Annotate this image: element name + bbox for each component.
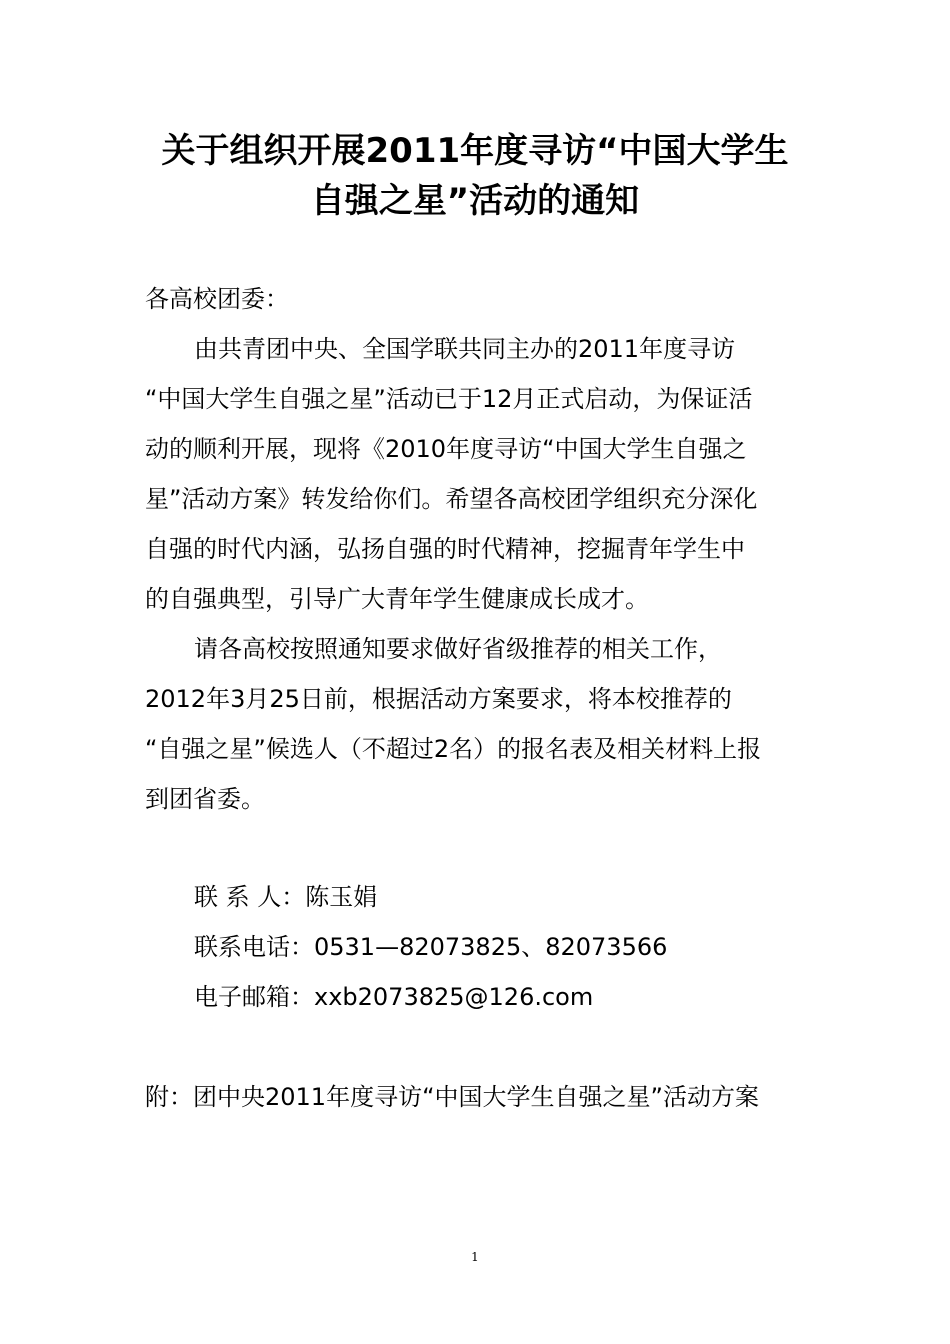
page-number: 1 (471, 1250, 479, 1264)
paragraph-1-line-2: “中国大学生自强之星”活动已于12月正式启动，为保证活 (145, 385, 753, 413)
paragraph-2-line-4: 到团省委。 (145, 785, 265, 813)
paragraph-1-line-4: 星”活动方案》转发给你们。希望各高校团学组织充分深化 (145, 485, 758, 513)
paragraph-2-line-2: 2012年3月25日前，根据活动方案要求，将本校推荐的 (145, 685, 732, 713)
paragraph-1-line-5: 自强的时代内涵，弘扬自强的时代精神，挖掘青年学生中 (145, 535, 745, 563)
contact-person: 联 系 人：陈玉娟 (194, 883, 378, 911)
paragraph-2-line-3: “自强之星”候选人（不超过2名）的报名表及相关材料上报 (145, 735, 762, 763)
attachment-note: 附：团中央2011年度寻访“中国大学生自强之星”活动方案 (145, 1083, 759, 1111)
paragraph-1-line-1: 由共青团中央、全国学联共同主办的2011年度寻访 (194, 335, 736, 363)
document-title-line-1: 关于组织开展2011年度寻访“中国大学生 (161, 131, 789, 171)
paragraph-1-line-3: 动的顺利开展，现将《2010年度寻访“中国大学生自强之 (145, 435, 747, 463)
document-title-line-2: 自强之星”活动的通知 (310, 181, 640, 221)
contact-email: 电子邮箱：xxb2073825@126.com (194, 983, 594, 1011)
paragraph-2-line-1: 请各高校按照通知要求做好省级推荐的相关工作， (194, 635, 722, 663)
salutation: 各高校团委： (145, 285, 289, 313)
contact-phone: 联系电话：0531—82073825、82073566 (194, 933, 668, 961)
paragraph-1-line-6: 的自强典型，引导广大青年学生健康成长成才。 (145, 585, 649, 613)
